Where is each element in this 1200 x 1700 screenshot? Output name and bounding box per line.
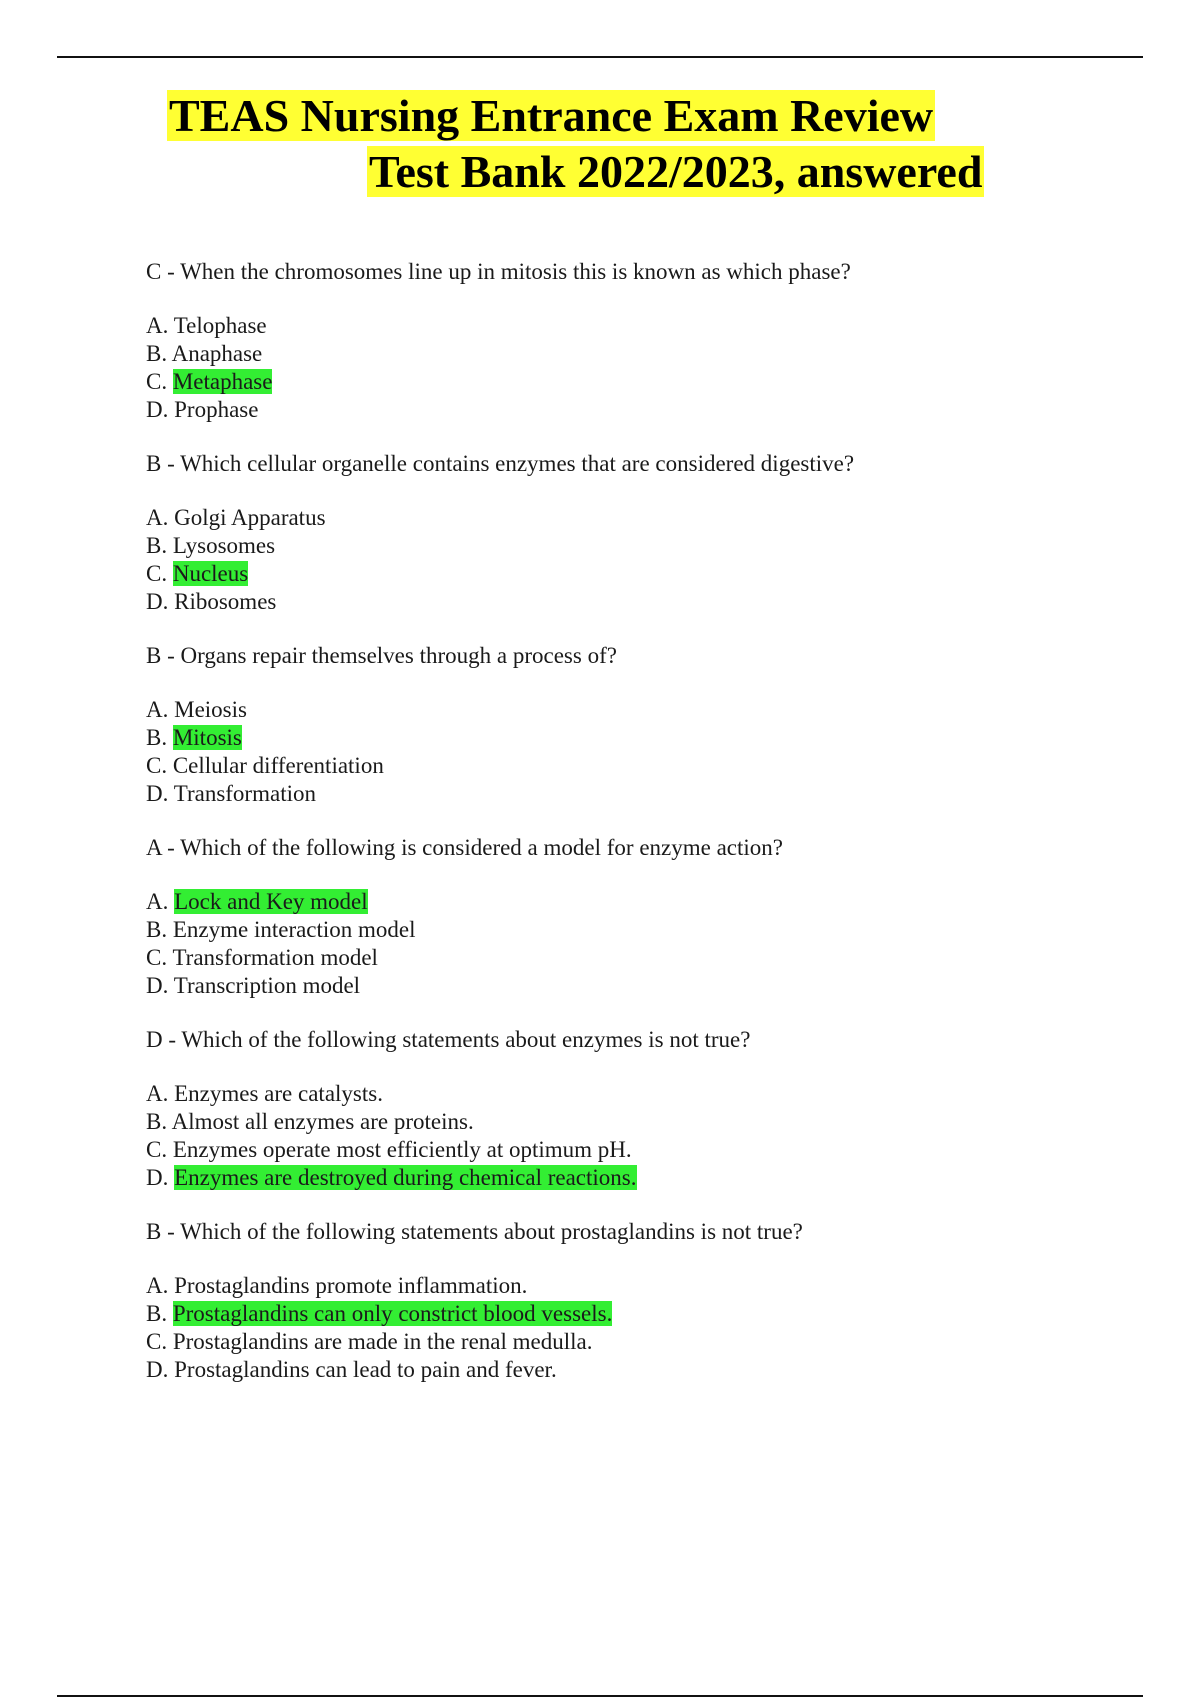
option-a [146, 696, 1126, 724]
title-line-2-highlight: Test Bank 2022/2023, answered [369, 146, 983, 197]
bottom-divider [57, 1695, 1143, 1697]
option-text: Ribosomes [174, 589, 277, 614]
option-text: Prophase [174, 397, 259, 422]
correct-answer-highlight: Mitosis [172, 725, 242, 750]
option-d [146, 588, 1126, 616]
option-letter: A. [146, 313, 169, 338]
option-d [146, 1356, 1126, 1384]
option-b [146, 532, 1126, 560]
option-text: Prostaglandins can lead to pain and fever. [174, 1357, 557, 1382]
option-letter: D. [146, 973, 169, 998]
option-text: Transformation model [172, 945, 378, 970]
title-line-1 [0, 88, 1200, 144]
top-divider [57, 56, 1143, 58]
option-letter: B. [146, 1301, 168, 1326]
option-letter: C. [146, 753, 168, 778]
option-d [146, 972, 1126, 1000]
option-text: Enzyme interaction model [172, 917, 416, 942]
option-letter: B. [146, 725, 168, 750]
option-text: Enzymes are catalysts. [174, 1081, 383, 1106]
option-letter: A. [146, 889, 169, 914]
option-letter: D. [146, 397, 169, 422]
correct-answer-highlight: Prostaglandins can only constrict blood vessels. [172, 1301, 613, 1326]
option-letter: A. [146, 697, 169, 722]
question-2 [146, 450, 1126, 616]
document-title [0, 88, 1200, 200]
option-d [146, 780, 1126, 808]
option-c [146, 1328, 1126, 1356]
option-b [146, 1108, 1126, 1136]
option-c [146, 560, 1126, 588]
question-5 [146, 1026, 1126, 1192]
option-text: Golgi Apparatus [174, 505, 326, 530]
option-letter: D. [146, 1357, 169, 1382]
option-text: Prostaglandins promote inflammation. [174, 1273, 528, 1298]
question-6 [146, 1218, 1126, 1384]
option-letter: B. [146, 341, 168, 366]
option-text: Almost all enzymes are proteins. [171, 1109, 474, 1134]
option-c [146, 368, 1126, 396]
option-letter: D. [146, 589, 169, 614]
option-a [146, 1272, 1126, 1300]
option-text: Transcription model [173, 973, 361, 998]
option-d [146, 1164, 1126, 1192]
option-text: Prostaglandins are made in the renal medulla. [172, 1329, 593, 1354]
question-text: C - When the chromosomes line up in mitosis this is known as which phase? [146, 259, 851, 284]
option-b [146, 1300, 1126, 1328]
question-text: A - Which of the following is considered a model for enzyme action? [146, 835, 783, 860]
option-a [146, 1080, 1126, 1108]
question-text: D - Which of the following statements about enzymes is not true? [146, 1027, 751, 1052]
question-text: B - Organs repair themselves through a process of? [146, 643, 617, 668]
option-letter: A. [146, 1273, 169, 1298]
option-text: Telophase [173, 313, 267, 338]
correct-answer-highlight: Lock and Key model [174, 889, 368, 914]
option-d [146, 396, 1126, 424]
option-c [146, 752, 1126, 780]
option-text: Cellular differentiation [172, 753, 384, 778]
option-text: Meiosis [174, 697, 247, 722]
option-letter: B. [146, 533, 168, 558]
question-1 [146, 258, 1126, 424]
option-letter: C. [146, 369, 168, 394]
question-text: B - Which cellular organelle contains enzymes that are considered digestive? [146, 451, 855, 476]
option-letter: D. [146, 1165, 169, 1190]
option-letter: C. [146, 561, 168, 586]
option-a [146, 312, 1126, 340]
option-letter: C. [146, 945, 168, 970]
option-letter: C. [146, 1137, 168, 1162]
option-letter: D. [146, 781, 169, 806]
option-c [146, 1136, 1126, 1164]
option-text: Transformation [173, 781, 316, 806]
option-letter: B. [146, 1109, 168, 1134]
option-letter: C. [146, 1329, 168, 1354]
option-letter: A. [146, 1081, 169, 1106]
correct-answer-highlight: Enzymes are destroyed during chemical reactions. [174, 1165, 637, 1190]
question-text: B - Which of the following statements about prostaglandins is not true? [146, 1219, 803, 1244]
question-4 [146, 834, 1126, 1000]
question-3 [146, 642, 1126, 808]
option-b [146, 340, 1126, 368]
option-a [146, 504, 1126, 532]
correct-answer-highlight: Metaphase [172, 369, 273, 394]
title-line-2 [0, 144, 1200, 200]
option-b [146, 916, 1126, 944]
option-c [146, 944, 1126, 972]
option-b [146, 724, 1126, 752]
option-letter: A. [146, 505, 169, 530]
title-line-1-highlight: TEAS Nursing Entrance Exam Review [169, 90, 934, 141]
option-text: Lysosomes [172, 533, 276, 558]
option-letter: B. [146, 917, 168, 942]
option-text: Enzymes operate most efficiently at optimum pH. [172, 1137, 632, 1162]
option-a [146, 888, 1126, 916]
question-list [146, 258, 1126, 1410]
option-text: Anaphase [171, 341, 263, 366]
correct-answer-highlight: Nucleus [172, 561, 249, 586]
